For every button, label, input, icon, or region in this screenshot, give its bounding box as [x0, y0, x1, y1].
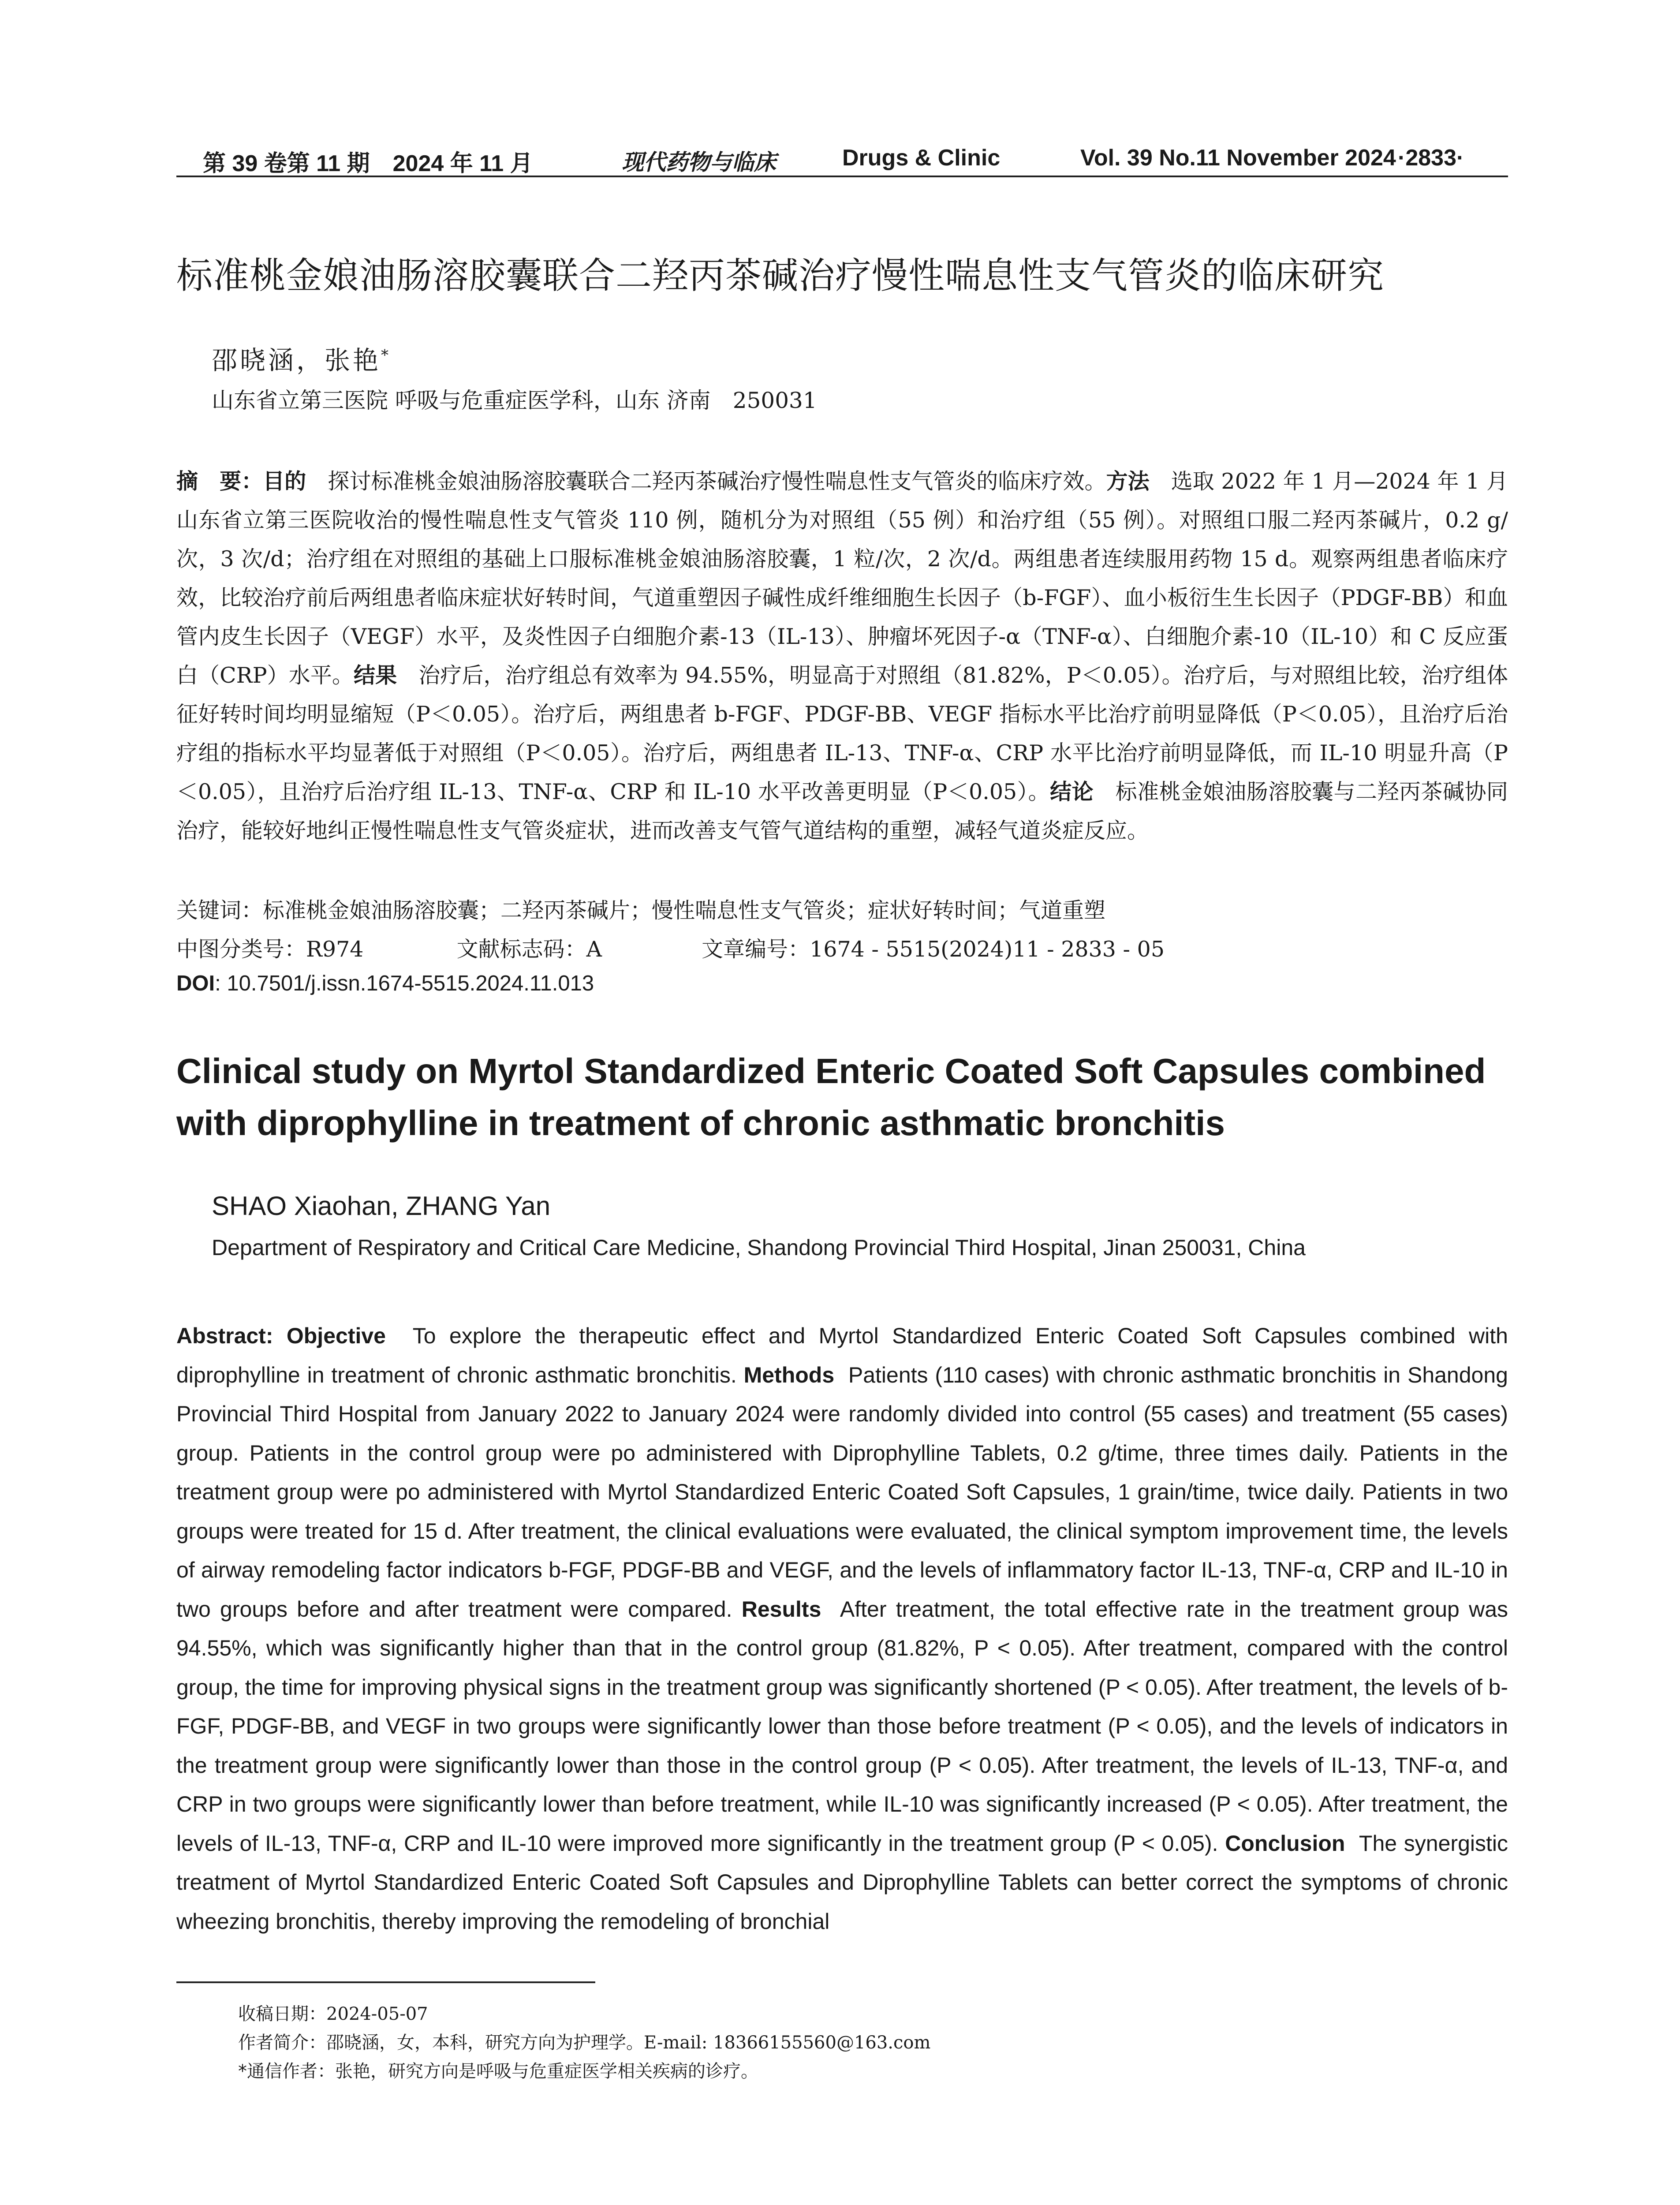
- doi-value: : 10.7501/j.issn.1674-5515.2024.11.013: [215, 972, 594, 995]
- corresponding-label: *通信作者：: [238, 2061, 335, 2082]
- bio-text: 邵晓涵，女，本科，研究方向为护理学。E-mail: 18366155560@163.com: [326, 2033, 931, 2053]
- received-label: 收稿日期：: [238, 2004, 326, 2024]
- keywords-cn-text: 标准桃金娘油肠溶胶囊；二羟丙茶碱片；慢性喘息性支气管炎；症状好转时间；气道重塑: [263, 898, 1106, 923]
- objective-cn-label: 目的: [263, 469, 306, 494]
- header-journal-cn: 现代药物与临床: [622, 149, 776, 175]
- header-issue-cn: 第 39 卷第 11 期 2024 年 11 月: [203, 151, 533, 176]
- authors-en: SHAO Xiaohan, ZHANG Yan: [212, 1191, 551, 1221]
- running-header: [176, 140, 1508, 177]
- results-cn-label: 结果: [354, 663, 397, 688]
- header-page-number: ·2833·: [1398, 145, 1464, 171]
- clc-number: 中图分类号：R974: [176, 937, 364, 962]
- authors-cn-names: 邵晓涵，张艳: [212, 345, 381, 375]
- methods-en-label: Methods: [743, 1362, 835, 1387]
- conclusion-cn-label: 结论: [1050, 779, 1094, 804]
- objective-en: To explore the therapeutic effect and Myrtol Standardized Enteric Coated Soft Capsules combined with diprophylline in treatment of chronic asthmatic bronchitis.: [176, 1323, 1508, 1387]
- doi-label: DOI: [176, 972, 215, 995]
- results-en-label: Results: [741, 1596, 821, 1622]
- affiliation-cn: 山东省立第三医院 呼吸与危重症医学科，山东 济南 250031: [212, 388, 817, 413]
- header-journal-en: Drugs & Clinic: [842, 145, 1001, 171]
- conclusion-en: The synergistic treatment of Myrtol Standardized Enteric Coated Soft Capsules and Diprophylline Tablets can better correct the symptoms of chronic wheezing bronchitis, thereby improving the remodeling of bronchial: [176, 1831, 1508, 1934]
- bio-label: 作者简介：: [238, 2033, 326, 2053]
- footnote-divider: [176, 1981, 595, 1983]
- conclusion-en-label: Conclusion: [1225, 1831, 1345, 1856]
- document-code: 文献标志码：A: [456, 937, 602, 962]
- article-number: 文章编号：1674 - 5515(2024)11 - 2833 - 05: [702, 937, 1165, 962]
- title-cn: 标准桃金娘油肠溶胶囊联合二羟丙茶碱治疗慢性喘息性支气管炎的临床研究: [176, 255, 1385, 297]
- received-date: 2024-05-07: [326, 2004, 428, 2024]
- authors-cn: [212, 340, 391, 377]
- abstract-cn-label: 摘 要：: [176, 469, 263, 494]
- abstract-en-label: Abstract:: [176, 1323, 273, 1348]
- footnote-received: [238, 2000, 428, 2025]
- header-issue-en: Vol. 39 No.11 November 2024: [1080, 145, 1396, 171]
- methods-cn-label: 方法: [1106, 469, 1150, 494]
- results-cn: 治疗后，治疗组总有效率为 94.55%，明显高于对照组（81.82%，P＜0.05）。治疗后，与对照组比较，治疗组体征好转时间均明显缩短（P＜0.05）。治疗后，两组患者 b-FGF、PDGF-BB、VEGF 指标水平比治疗前明显降低（P＜0.05），且治疗后治疗组的指标水平均显著低于对照组（P＜0.05）。治疗后，两组患者 IL-13、TNF-α、CRP 水平比治疗前明显降低，而 IL-10 明显升高（P＜0.05），且治疗后治疗组 IL-13、TNF-α、CRP 和 IL-10 水平改善更明显（P＜0.05）。: [176, 663, 1508, 804]
- classification-line: [176, 932, 1165, 963]
- methods-cn: 选取 2022 年 1 月—2024 年 1 月山东省立第三医院收治的慢性喘息性支气管炎 110 例，随机分为对照组（55 例）和治疗组（55 例）。对照组口服二羟丙茶碱片，0.2 g/次，3 次/d；治疗组在对照组的基础上口服标准桃金娘油肠溶胶囊，1 粒/次，2 次/d。两组患者连续服用药物 15 d。观察两组患者临床疗效，比较治疗前后两组患者临床症状好转时间，气道重塑因子碱性成纤维细胞生长因子（b-FGF）、血小板衍生生长因子（PDGF-BB）和血管内皮生长因子（VEGF）水平，及炎性因子白细胞介素-13（IL-13）、肿瘤坏死因子-α（TNF-α）、白细胞介素-10（IL-10）和 C 反应蛋白（CRP）水平。: [176, 469, 1508, 688]
- methods-en: Patients (110 cases) with chronic asthmatic bronchitis in Shandong Provincial Third Hospital from January 2022 to January 2024 were randomly divided into control (55 cases) and treatment (55 cases) group. Patients in the control group were po administered with Diprophylline Tablets, 0.2 g/time, three times daily. Patients in the treatment group were po administered with Myrtol Standardized Enteric Coated Soft Capsules, 1 grain/time, twice daily. Patients in two groups were treated for 15 d. After treatment, the clinical evaluations were evaluated, the clinical symptom improvement time, the levels of airway remodeling factor indicators b-FGF, PDGF-BB and VEGF, and the levels of inflammatory factor IL-13, TNF-α, CRP and IL-10 in two groups before and after treatment were compared.: [176, 1362, 1508, 1622]
- footnote-author-bio: [238, 2029, 930, 2054]
- abstract-cn: [176, 462, 1508, 850]
- corresponding-text: 张艳，研究方向是呼吸与危重症医学相关疾病的诊疗。: [335, 2061, 758, 2082]
- objective-cn: 探讨标准桃金娘油肠溶胶囊联合二羟丙茶碱治疗慢性喘息性支气管炎的临床疗效。: [328, 469, 1106, 494]
- affiliation-en: Department of Respiratory and Critical Care Medicine, Shandong Provincial Third Hospital, Jinan 250031, China: [212, 1235, 1306, 1260]
- title-en: Clinical study on Myrtol Standardized Enteric Coated Soft Capsules combined with diprophylline in treatment of chronic asthmatic bronchitis: [176, 1051, 1486, 1143]
- keywords-cn: [176, 893, 1105, 924]
- objective-en-label: Objective: [286, 1323, 386, 1348]
- keywords-cn-label: 关键词：: [176, 898, 263, 923]
- conclusion-cn: 标准桃金娘油肠溶胶囊与二羟丙茶碱协同治疗，能较好地纠正慢性喘息性支气管炎症状，进而改善支气管气道结构的重塑，减轻气道炎症反应。: [176, 779, 1508, 843]
- abstract-en: [176, 1316, 1508, 1941]
- footnote-corresponding: [238, 2057, 758, 2082]
- doi-line: [176, 971, 594, 996]
- results-en: After treatment, the total effective rate in the treatment group was 94.55%, which was significantly higher than that in the control group (81.82%, P < 0.05). After treatment, compared with the control group, the time for improving physical signs in the treatment group was significantly shortened (P < 0.05). After treatment, the levels of b-FGF, PDGF-BB, and VEGF in two groups were significantly lower than those before treatment (P < 0.05), and the levels of indicators in the treatment group were significantly lower than those in the control group (P < 0.05). After treatment, the levels of IL-13, TNF-α, and CRP in two groups were significantly lower than before treatment, while IL-10 was significantly increased (P < 0.05). After treatment, the levels of IL-13, TNF-α, CRP and IL-10 were improved more significantly in the treatment group (P < 0.05).: [176, 1596, 1508, 1856]
- corresponding-mark: *: [381, 346, 392, 364]
